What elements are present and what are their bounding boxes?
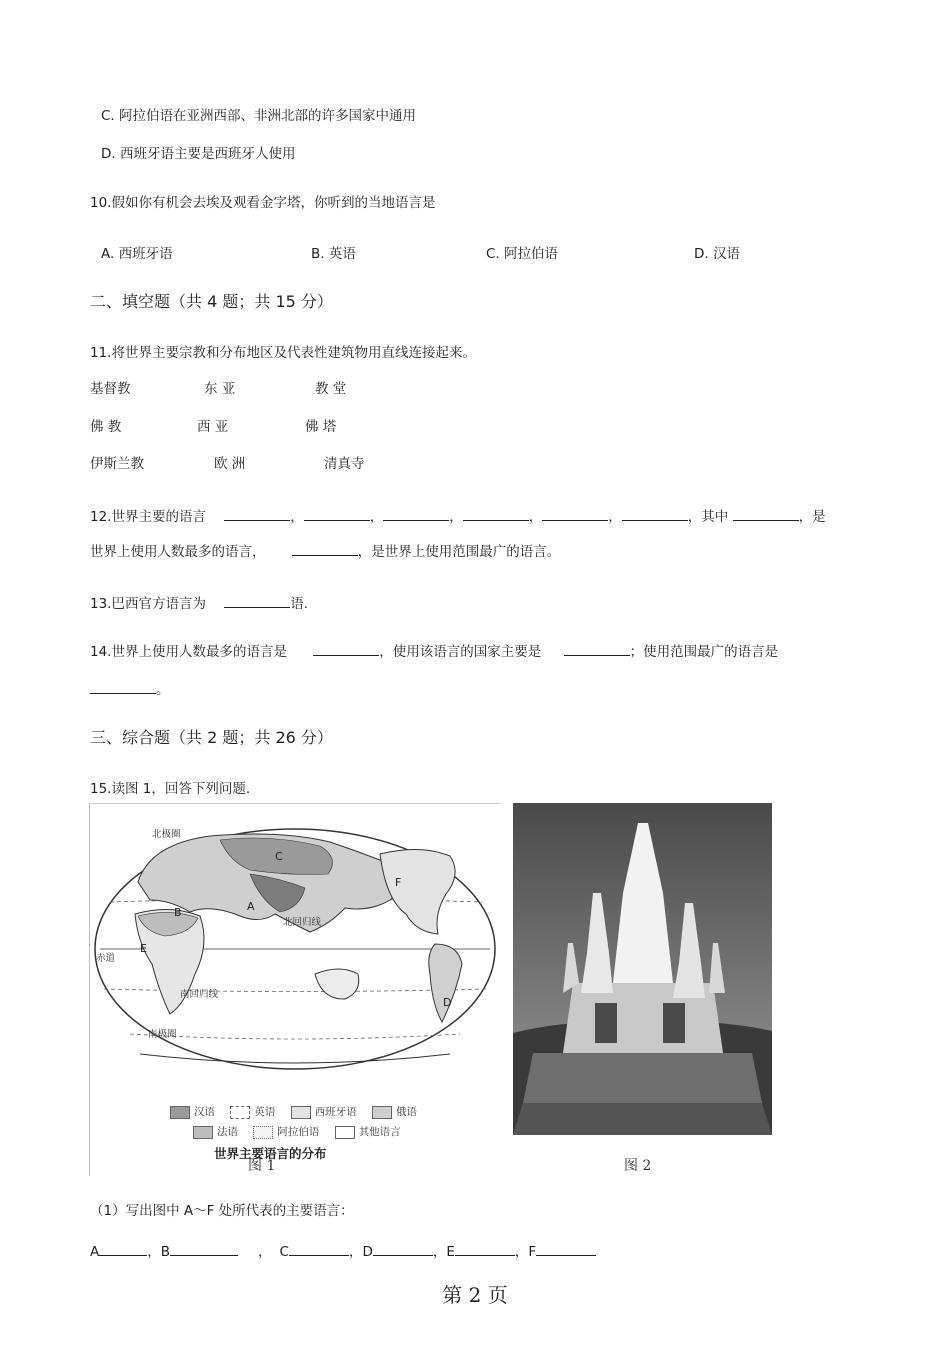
q14-line-1 [90,640,778,660]
answer-blank[interactable] [224,509,290,521]
answer-blank[interactable] [99,1244,147,1256]
q9-option-c: C. 阿拉伯语在亚洲西部、非洲北部的许多国家中通用 [101,108,417,124]
answer-label-d: D [362,1244,373,1260]
equator-label: 赤道 [96,953,116,964]
q11-region-3: 欧 洲 [214,456,246,472]
answer-blank[interactable] [536,1244,596,1256]
legend-label: 英语 [254,1106,276,1118]
answer-blank[interactable] [224,596,290,608]
answer-blank[interactable] [463,509,529,521]
answer-blank[interactable] [622,509,688,521]
legend-row-1 [170,1104,417,1119]
answer-blank[interactable] [455,1244,515,1256]
answer-blank[interactable] [313,644,379,656]
world-map-graphic [90,804,500,1104]
legend-swatch [230,1106,250,1119]
answer-separator: ， [258,1244,272,1260]
q13-prefix: 13.巴西官方语言为 [90,596,206,612]
legend-row-2 [193,1124,401,1139]
q12-line-1 [90,505,826,525]
answer-blank[interactable] [304,509,370,521]
map-title: 世界主要语言的分布 [214,1146,327,1161]
q12-line-2 [90,540,560,560]
answer-label-f: F [528,1244,537,1260]
figure-2-caption: 图 2 [624,1158,652,1174]
q14-end: 。 [156,682,170,698]
q11-religion-1: 基督教 [90,381,131,397]
legend-swatch [291,1106,311,1119]
antarctic-circle-label: 南极圈 [148,1029,177,1040]
q10-stem: 10.假如你有机会去埃及观看金字塔，你听到的当地语言是 [90,195,436,211]
q10-option-d: D. 汉语 [694,246,740,262]
q14-line-2 [90,678,170,698]
legend-label: 其他语言 [358,1126,401,1138]
q9-option-d: D. 西班牙语主要是西班牙人使用 [101,146,296,162]
legend-swatch [253,1126,273,1139]
answer-blank[interactable] [383,509,449,521]
answer-label-c: C [279,1244,289,1260]
figure-1-caption: 图 1 [248,1158,276,1174]
pagoda-photo [513,803,772,1175]
answer-blank[interactable] [564,644,630,656]
answer-separator: ， [147,1244,161,1260]
q11-religion-3: 伊斯兰教 [90,456,144,472]
pagoda-image [513,803,772,1135]
answer-label-e: E [446,1244,455,1260]
language-map [89,803,500,1176]
q14-p2: ，使用该语言的国家主要是 [379,644,542,660]
answer-blank[interactable] [292,544,358,556]
q15-stem: 15.读图 1，回答下列问题. [90,781,251,797]
legend-swatch [170,1106,190,1119]
answer-blank[interactable] [170,1244,238,1256]
legend-swatch [335,1126,355,1139]
q11-religion-2: 佛 教 [90,419,122,435]
q12-prefix: 12.世界主要的语言 [90,509,206,525]
answer-separator: ， [514,1244,529,1260]
legend-label: 法语 [217,1126,238,1138]
q12-separator: ， [528,509,543,525]
answer-blank[interactable] [289,1244,349,1256]
q12-separator: ， [608,509,622,525]
legend-label: 俄语 [396,1106,418,1118]
q14-p3: ；使用范围最广的语言是 [629,644,779,660]
q15-figure [89,803,772,1175]
section-2-title: 二、填空题（共 4 题；共 15 分） [90,292,333,311]
section-3-title: 三、综合题（共 2 题；共 26 分） [90,728,333,747]
q11-region-1: 东 亚 [204,381,236,397]
q11-building-3: 清真寺 [324,456,365,472]
answer-label-b: B [160,1244,171,1260]
map-letter-c: C [275,850,283,863]
q10-option-b: B. 英语 [311,246,356,262]
q15-sub1: （1）写出图中 A～F 处所代表的主要语言： [90,1203,354,1219]
q12-separator: ， [449,509,463,525]
q12-separator: ， [290,509,304,525]
q12-separator: ， [369,509,384,525]
page-number: 第 2 页 [442,1283,508,1307]
answer-blank[interactable] [90,682,156,694]
q11-region-2: 西 亚 [197,419,229,435]
q12-line2-b: ，是世界上使用范围最广的语言。 [357,544,561,560]
legend-swatch [372,1106,392,1119]
answer-label-a: A [90,1244,100,1260]
q11-building-2: 佛 塔 [305,419,337,435]
map-letter-d: D [443,996,452,1009]
q12-which: ，其中 [687,509,729,525]
q10-option-c: C. 阿拉伯语 [486,246,559,262]
tropic-of-cancer-label: 北回归线 [283,917,322,928]
tropic-of-capricorn-label: 南回归线 [180,989,219,1000]
legend-label: 阿拉伯语 [277,1126,320,1138]
map-letter-b: B [174,906,182,919]
answer-blank[interactable] [542,509,608,521]
legend-label: 西班牙语 [314,1106,357,1118]
legend-swatch [193,1126,213,1139]
map-letter-f: F [395,876,402,889]
answer-blank[interactable] [733,509,799,521]
q11-stem: 11.将世界主要宗教和分布地区及代表性建筑物用直线连接起来。 [90,345,476,361]
q12-line2-a: 世界上使用人数最多的语言， [90,544,266,560]
answer-separator: ， [348,1244,363,1260]
q10-option-a: A. 西班牙语 [101,246,173,262]
q13-line [90,592,308,612]
q11-building-1: 教 堂 [315,381,347,397]
q12-tail: ，是 [798,509,826,525]
arctic-circle-label: 北极圈 [152,829,181,840]
map-letter-a: A [247,900,255,913]
legend-label: 汉语 [194,1106,215,1118]
answer-separator: ， [432,1244,447,1260]
q14-p1: 14.世界上使用人数最多的语言是 [90,644,287,660]
map-letter-e: E [140,942,147,955]
answer-blank[interactable] [373,1244,433,1256]
q15-answer-row [90,1240,596,1260]
q13-suffix: 语. [290,596,309,612]
